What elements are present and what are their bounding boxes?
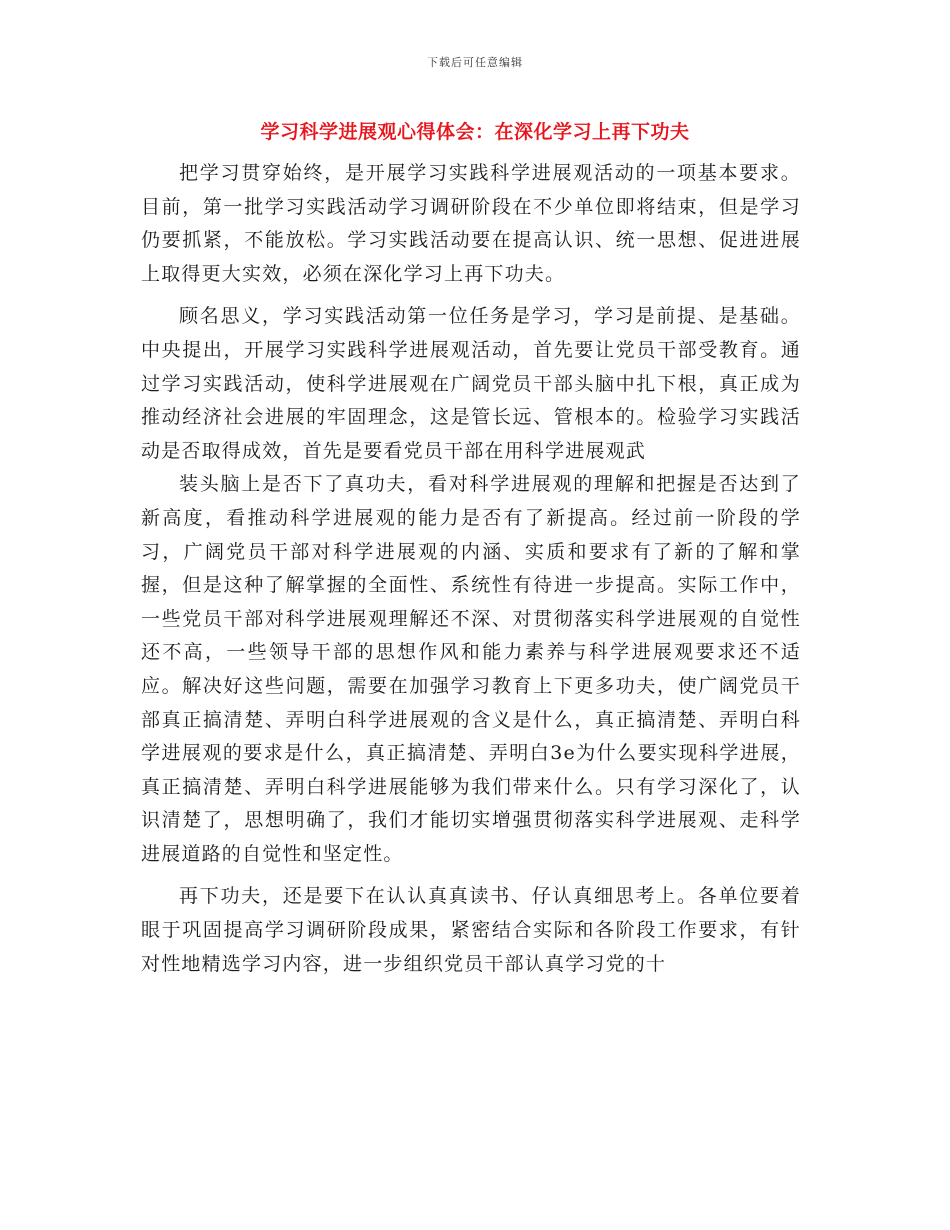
paragraph: 把学习贯穿始终，是开展学习实践科学进展观活动的一项基本要求。目前，第一批学习实践活动学习调研阶段在不少单位即将结束，但是学习仍要抓紧，不能放松。学习实践活动要在提高认识、统一思想、促进进展上取得更大实效，必须在深化学习上再下功夫。 — [141, 162, 801, 285]
header-note: 下载后可任意编辑 — [427, 56, 523, 69]
paragraph: 顾名思义，学习实践活动第一位任务是学习，学习是前提、是基础。中央提出，开展学习实践科学进展观活动，首先要让党员干部受教育。通过学习实践活动，使科学进展观在广阔党员干部头脑中扎下根，真正成为推动经济社会进展的牢固理念，这是管长远、管根本的。检验学习实践活动是否取得成效，首先是要看党员干部在用科学进展观武 — [141, 305, 801, 462]
document-body — [141, 157, 801, 990]
document-title: 学习科学进展观心得体会：在深化学习上再下功夫 — [260, 121, 690, 143]
paragraph: 装头脑上是否下了真功夫，看对科学进展观的理解和把握是否达到了新高度，看推动科学进展观的能力是否有了新提高。经过前一阶段的学习，广阔党员干部对科学进展观的内涵、实质和要求有了新的了解和掌握，但是这种了解掌握的全面性、系统性有待进一步提高。实际工作中，一些党员干部对科学进展观理解还不深、对贯彻落实科学进展观的自觉性还不高，一些领导干部的思想作风和能力素养与科学进展观要求还不适应。解决好这些问题，需要在加强学习教育上下更多功夫，使广阔党员干部真正搞清楚、弄明白科学进展观的含义是什么，真正搞清楚、弄明白科学进展观的要求是什么，真正搞清楚、弄明白3e为什么要实现科学进展，真正搞清楚、弄明白科学进展能够为我们带来什么。只有学习深化了，认识清楚了，思想明确了，我们才能切实增强贯彻落实科学进展观、走科学进展道路的自觉性和坚定性。 — [141, 473, 801, 865]
paragraph: 再下功夫，还是要下在认认真真读书、仔认真细思考上。各单位要着眼于巩固提高学习调研阶段成果，紧密结合实际和各阶段工作要求，有针对性地精选学习内容，进一步组织党员干部认真学习党的十 — [141, 885, 801, 975]
